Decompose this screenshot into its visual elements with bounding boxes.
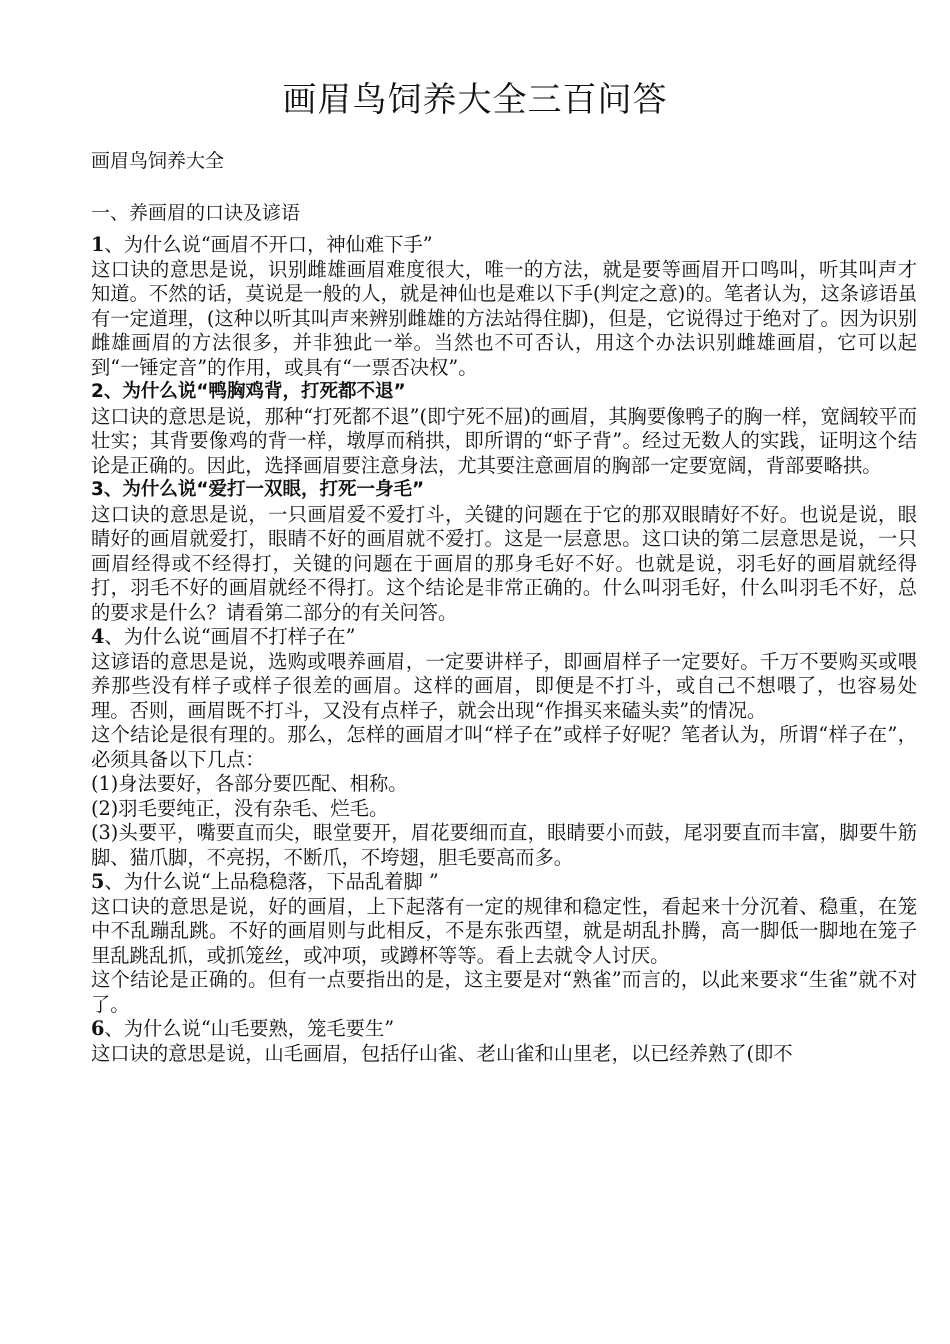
question-heading-6 — [91, 1017, 917, 1042]
document-subtitle: 画眉鸟饲养大全 — [91, 150, 225, 172]
paragraph: 这个结论是正确的。但有一点要指出的是，这主要是对“熟雀”而言的，以此来要求“生雀”就不对了。 — [91, 968, 917, 1016]
list-item: (1)身法要好，各部分要匹配、相称。 — [91, 772, 408, 795]
paragraph: 这口诀的意思是说，山毛画眉，包括仔山雀、老山雀和山里老，以已经养熟了(即不 — [91, 1041, 793, 1065]
question-heading-5 — [91, 870, 917, 895]
question-number: 5 — [91, 870, 105, 893]
paragraph: 这口诀的意思是说，识别雌雄画眉难度很大，唯一的方法，就是要等画眉开口鸣叫，听其叫声才知道。不然的话，莫说是一般的人，就是神仙也是难以下手(判定之意)的。笔者认为，这条谚语虽有一定道理，(这种以听其叫声来辨别雌雄的方法站得住脚)，但是，它说得过于绝对了。因为识别雌雄画眉的方法很多，并非独此一举。当然也不可否认，用这个办法识别雌雄画眉，它可以起到“一锤定音”的作用，或具有“一票否决权”。 — [91, 257, 917, 379]
question-heading-1 — [91, 233, 917, 258]
section-heading: 一、养画眉的口诀及谚语 — [91, 202, 301, 224]
paragraph: 这个结论是很有理的。那么，怎样的画眉才叫“样子在”或样子好呢？笔者认为，所谓“样子在”，必须具备以下几点： — [91, 723, 917, 771]
question-number: 2 — [91, 381, 104, 402]
question-heading-3 — [91, 478, 917, 503]
question-heading-2 — [91, 380, 917, 405]
question-text: 、为什么说“画眉不打样子在” — [104, 625, 356, 648]
question-text: 、为什么说“爱打一双眼，打死一身毛” — [103, 479, 425, 500]
list-item: (3)头要平，嘴要直而尖，眼堂要开，眉花要细而直，眼睛要小而鼓，尾羽要直而丰富，脚要牛筋脚、猫爪脚，不亮拐，不断爪，不垮翅，胆毛要高而多。 — [91, 821, 917, 869]
paragraph: 这口诀的意思是说，好的画眉，上下起落有一定的规律和稳定性，看起来十分沉着、稳重，在笼中不乱蹦乱跳。不好的画眉则与此相反，不是东张西望，就是胡乱扑腾，高一脚低一脚地在笼子里乱跳乱抓，或抓笼丝，或冲项，或蹲杯等等。看上去就令人讨厌。 — [91, 894, 917, 967]
question-text: 、为什么说“鸭胸鸡背，打死都不退” — [103, 381, 406, 402]
question-number: 6 — [91, 1017, 105, 1040]
question-number: 4 — [91, 625, 105, 648]
paragraph: 这口诀的意思是说，那种“打死都不退”(即宁死不屈)的画眉，其胸要像鸭子的胸一样，宽阔较平而壮实；其背要像鸡的背一样，墩厚而稍拱，即所谓的“虾子背”。经过无数人的实践，证明这个结论是正确的。因此，选择画眉要注意身法，尤其要注意画眉的胸部一定要宽阔，背部要略拱。 — [91, 404, 917, 477]
question-heading-4 — [91, 625, 917, 650]
question-number: 3 — [91, 479, 104, 500]
question-text: 、为什么说“上品稳稳落，下品乱着脚 ” — [104, 870, 439, 893]
question-number: 1 — [91, 233, 105, 256]
document-title: 画眉鸟饲养大全三百问答 — [282, 80, 668, 120]
paragraph: 这谚语的意思是说，选购或喂养画眉，一定要讲样子，即画眉样子一定要好。千万不要购买或喂养那些没有样子或样子很差的画眉。这样的画眉，即便是不打斗，或自己不想喂了，也容易处理。否则，画眉既不打斗，又没有点样子，就会出现“作揖买来磕头卖”的情况。 — [91, 649, 917, 722]
question-text: 、为什么说“画眉不开口，神仙难下手” — [104, 233, 433, 256]
question-text: 、为什么说“山毛要熟，笼毛要生” — [104, 1017, 395, 1040]
paragraph: 这口诀的意思是说，一只画眉爱不爱打斗，关键的问题在于它的那双眼睛好不好。也说是说，眼睛好的画眉就爱打，眼睛不好的画眉就不爱打。这是一层意思。这口诀的第二层意思是说，一只画眉经得或不经得打，关键的问题在于画眉的那身毛好不好。也就是说，羽毛好的画眉就经得打，羽毛不好的画眉就经不得打。这个结论是非常正确的。什么叫羽毛好，什么叫羽毛不好，总的要求是什么？请看第二部分的有关问答。 — [91, 502, 917, 624]
list-item: (2)羽毛要纯正，没有杂毛、烂毛。 — [91, 796, 389, 820]
document-body — [91, 233, 917, 1066]
